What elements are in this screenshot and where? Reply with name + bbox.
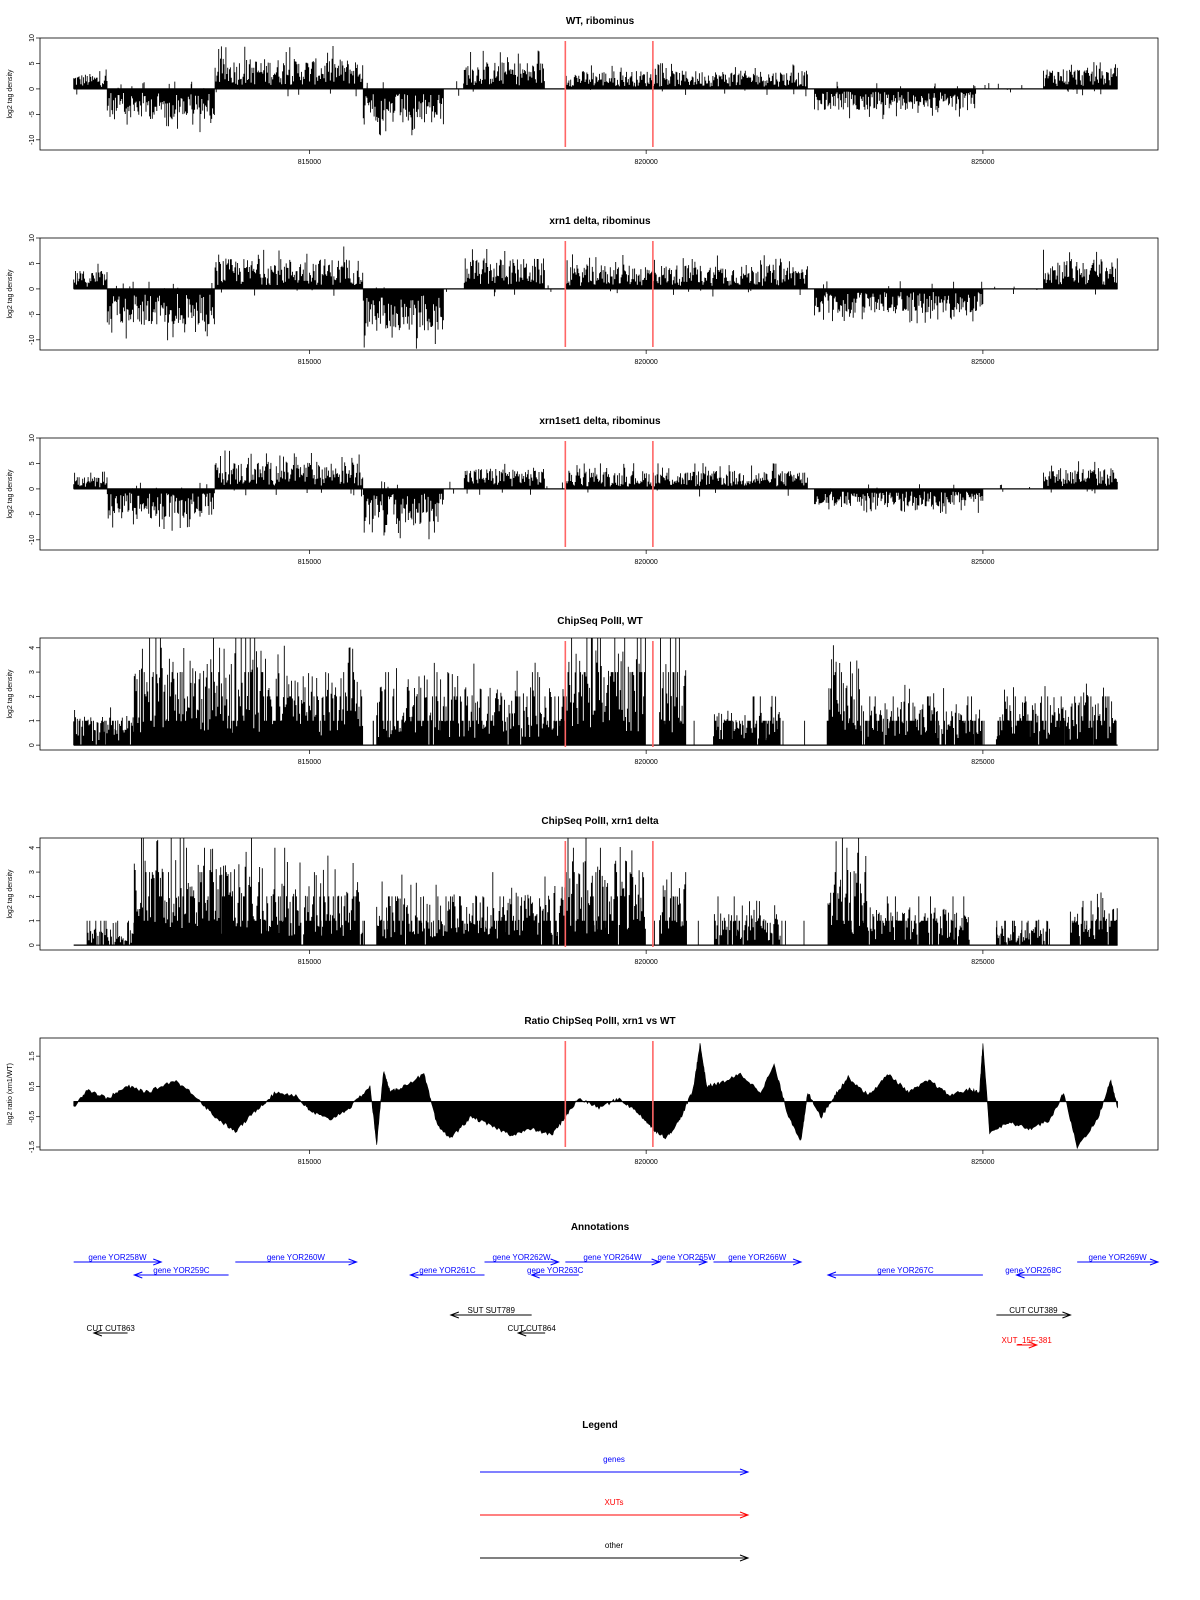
y-axis-label: log2 tag density [7, 669, 14, 719]
y-tick-label: -10 [29, 534, 36, 545]
x-tick-label: 820000 [634, 959, 658, 966]
y-tick-label: 10 [29, 234, 36, 242]
annotations-title: Annotations [570, 1222, 630, 1233]
y-axis-label: log2 tag density [7, 69, 14, 119]
annotation-cut-cut389 [996, 1306, 1070, 1318]
x-tick-label: 815000 [297, 159, 322, 166]
legend-item-xut [480, 1498, 748, 1518]
annotation-gene-yor263c [527, 1266, 584, 1278]
feature-label: CUT CUT389 [1009, 1306, 1058, 1315]
panel-title: Ratio ChipSeq PolII, xrn1 vs WT [524, 1016, 676, 1027]
x-tick-label: 815000 [297, 1159, 322, 1166]
x-tick-label: 820000 [634, 159, 658, 166]
y-tick-label: 10 [29, 34, 36, 42]
y-tick-label: -5 [29, 311, 36, 318]
feature-label: XUT_15F-381 [1001, 1336, 1052, 1345]
panel-2 [7, 216, 1158, 366]
signal-bars [74, 451, 1118, 540]
x-tick-label: 825000 [971, 559, 995, 566]
panel-title: xrn1set1 delta, ribominus [539, 416, 661, 427]
feature-label: gene YOR269W [1088, 1253, 1147, 1262]
x-tick-label: 825000 [971, 759, 995, 766]
panel-title: xrn1 delta, ribominus [549, 216, 651, 227]
y-tick-label: -10 [29, 334, 36, 345]
y-tick-label: 0 [29, 943, 36, 948]
y-axis-label: log2 ratio (xrn1/WT) [7, 1063, 14, 1125]
signal-bars [74, 247, 1118, 349]
y-tick-label: 0.5 [29, 1081, 36, 1092]
annotation-gene-yor262w [485, 1253, 559, 1265]
y-tick-label: -1.5 [29, 1140, 36, 1154]
annotation-gene-yor261c [410, 1266, 484, 1278]
y-tick-label: -5 [29, 111, 36, 118]
x-tick-label: 820000 [634, 559, 658, 566]
panel-title: ChipSeq PolII, WT [557, 616, 643, 627]
y-tick-label: 4 [29, 845, 36, 850]
y-tick-label: 0 [29, 86, 36, 91]
y-tick-label: -10 [29, 134, 36, 145]
annotation-gene-yor268c [1005, 1266, 1062, 1278]
x-tick-label: 820000 [634, 359, 658, 366]
annotation-gene-yor267c [828, 1266, 983, 1278]
annotation-track [74, 1222, 1158, 1348]
annotation-cut-cut863 [87, 1324, 136, 1336]
legend [480, 1420, 748, 1561]
feature-label: gene YOR268C [1005, 1266, 1062, 1275]
y-tick-label: 1.5 [29, 1051, 36, 1062]
x-tick-label: 815000 [297, 959, 322, 966]
panel-title: WT, ribominus [565, 16, 635, 27]
feature-label: gene YOR265W [657, 1253, 716, 1262]
x-tick-label: 815000 [297, 359, 322, 366]
y-axis-label: log2 tag density [7, 269, 14, 319]
panel-5 [7, 816, 1158, 966]
y-tick-label: 0 [29, 743, 36, 748]
legend-item-other [480, 1541, 748, 1561]
signal-bars [74, 46, 1118, 135]
x-tick-label: 825000 [971, 159, 995, 166]
y-tick-label: 5 [29, 61, 36, 66]
panel-1 [7, 16, 1158, 166]
y-tick-label: 3 [29, 670, 36, 675]
annotation-gene-yor258w [74, 1253, 162, 1265]
plot-frame [40, 1038, 1158, 1150]
annotation-gene-yor266w [713, 1253, 801, 1265]
feature-label: gene YOR261C [419, 1266, 476, 1275]
feature-label: CUT CUT864 [507, 1324, 556, 1333]
y-tick-label: 5 [29, 461, 36, 466]
feature-label: gene YOR258W [88, 1253, 147, 1262]
y-tick-label: 2 [29, 694, 36, 699]
feature-label: gene YOR263C [527, 1266, 584, 1275]
annotation-sut-sut789 [451, 1306, 532, 1318]
y-tick-label: 0 [29, 286, 36, 291]
signal-bars [87, 838, 1117, 945]
feature-label: SUT SUT789 [467, 1306, 515, 1315]
annotation-gene-yor264w [565, 1253, 659, 1265]
y-tick-label: 2 [29, 894, 36, 899]
y-tick-label: 1 [29, 718, 36, 723]
y-tick-label: -0.5 [29, 1110, 36, 1123]
x-tick-label: 820000 [634, 1159, 658, 1166]
annotation-gene-yor260w [235, 1253, 356, 1265]
y-tick-label: -5 [29, 511, 36, 518]
feature-label: gene YOR259C [153, 1266, 210, 1275]
track-panels [7, 16, 1158, 1166]
y-axis-label: log2 tag density [7, 869, 14, 919]
feature-label: gene YOR260W [266, 1253, 325, 1262]
feature-label: gene YOR266W [728, 1253, 787, 1262]
x-tick-label: 825000 [971, 1159, 995, 1166]
annotation-gene-yor259c [134, 1266, 228, 1278]
x-tick-label: 825000 [971, 359, 995, 366]
panel-title: ChipSeq PolII, xrn1 delta [541, 816, 659, 827]
y-tick-label: 3 [29, 870, 36, 875]
feature-label: CUT CUT863 [86, 1324, 135, 1333]
annotation-xut-15f-381 [1002, 1336, 1053, 1348]
panel-4 [7, 616, 1158, 766]
panel-3 [7, 416, 1158, 566]
panel-6 [7, 1016, 1158, 1166]
legend-label: other [604, 1541, 624, 1550]
ratio-area [74, 1043, 1118, 1148]
legend-label: XUTs [604, 1498, 624, 1507]
x-tick-label: 820000 [634, 759, 658, 766]
y-tick-label: 4 [29, 645, 36, 650]
y-tick-label: 10 [29, 434, 36, 442]
legend-label: genes [603, 1455, 625, 1464]
x-tick-label: 815000 [297, 759, 322, 766]
annotation-gene-yor265w [657, 1253, 716, 1265]
y-tick-label: 5 [29, 261, 36, 266]
y-tick-label: 1 [29, 918, 36, 923]
annotation-cut-cut864 [507, 1324, 556, 1336]
y-axis-label: log2 tag density [7, 469, 14, 519]
x-tick-label: 825000 [971, 959, 995, 966]
y-tick-label: 0 [29, 486, 36, 491]
x-tick-label: 815000 [297, 559, 322, 566]
feature-label: gene YOR262W [492, 1253, 551, 1262]
feature-label: gene YOR267C [877, 1266, 934, 1275]
signal-bars [74, 638, 1117, 745]
annotation-gene-yor269w [1077, 1253, 1158, 1265]
feature-label: gene YOR264W [583, 1253, 642, 1262]
legend-item-gene [480, 1455, 748, 1475]
legend-title: Legend [582, 1420, 618, 1431]
